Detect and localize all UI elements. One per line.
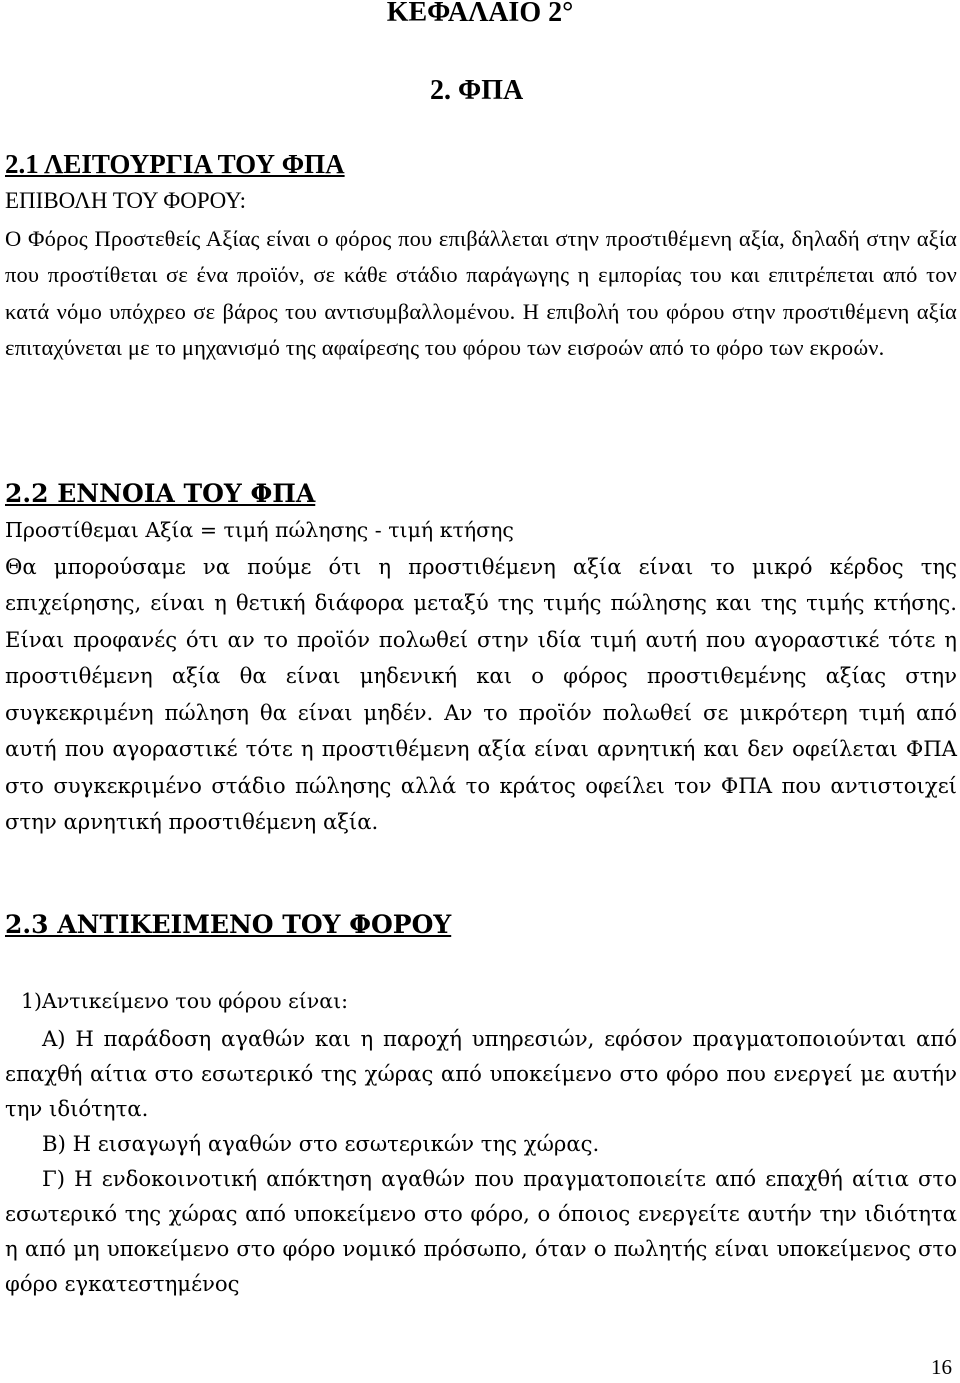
object-item-b: Β) Η εισαγωγή αγαθών στο εσωτερικών της χώρας. <box>42 1130 600 1156</box>
section-2-2-heading: 2.2 ΕΝΝΟΙΑ ΤΟΥ ΦΠΑ <box>5 479 316 508</box>
section-2-1-subheading: ΕΠΙΒΟΛΗ ΤΟΥ ΦΟΡΟΥ: <box>5 188 246 213</box>
section-2-1 <box>5 147 957 367</box>
section-2-2-paragraph: Θα μπορούσαμε να πούμε ότι η προστιθέμενη αξία είναι το μικρό κέρδος της επιχείρησης, είναι η θετική διάφορα μεταξύ της τιμής πώλησης και της τιμής κτήσης. Είναι προφανές ότι αν το προϊόν πολωθεί στην ιδία τιμή αυτή που αγοραστικέ τότε η προστιθέμενη αξία θα είναι μηδενική και ο φόρος προστιθεμένης αξίας στην συγκεκριμένη πώληση θα είναι μηδέν. Αν το προϊόν πολωθεί σε μικρότερη τιμή από αυτή που αγοραστικέ τότε η προστιθέμενη αξία είναι αρνητική και δεν οφείλεται ΦΠΑ στο συγκεκριμένο στάδιο πώλησης αλλά το κράτος οφείλει τον ΦΠΑ που αντιστοιχεί στην αρνητική προστιθέμενη αξία. <box>5 553 957 835</box>
object-intro: 1)Αντικείμενο του φόρου είναι: <box>21 989 349 1013</box>
section-title: 2. ΦΠΑ <box>430 75 524 106</box>
page-number: 16 <box>931 1355 952 1379</box>
object-item-c: Γ) Η ενδοκοινοτική απόκτηση αγαθών που πραγματοποιείτε από επαχθή αίτια στο εσωτερικό της χώρας από υποκείμενο στο φόρο, ο όποιος ενεργείτε αυτήν την ιδιότητα η από μη υποκείμενο στο φόρο νομικό πρόσωπο, όταν ο πωλητής είναι υποκείμενος στο φόρο εγκατεστημένος <box>5 1165 957 1296</box>
chapter-title: ΚΕΦΑΛΑΙΟ 2° <box>386 0 574 28</box>
value-added-formula: Προστίθεμαι Αξία = τιμή πώλησης - τιμή κτήσης <box>5 518 514 542</box>
section-2-2 <box>5 477 957 841</box>
section-2-1-heading: 2.1 ΛΕΙΤΟΥΡΓΙΑ ΤΟΥ ΦΠΑ <box>5 149 345 179</box>
section-2-3-heading: 2.3 ΑΝΤΙΚΕΙΜΕΝΟ ΤΟΥ ΦΟΡΟΥ <box>5 910 452 939</box>
section-2-1-paragraph: Ο Φόρος Προστεθείς Αξίας είναι ο φόρος που επιβάλλεται στην προστιθέμενη αξία, δηλαδή στην αξία που προστίθεται σε ένα προϊόν, σε κάθε στάδιο παράγωγης η εμπορίας του και επιτρέπεται από τον κατά νόμο υπόχρεο σε βάρος του αντισυμβαλλομένου. Η επιβολή του φόρου στην προστιθέμενη αξία επιταχύνεται με το μηχανισμό της αφαίρεσης του φόρου των εισροών από το φόρο των εκροών. <box>5 225 957 361</box>
object-item-a: Α) Η παράδοση αγαθών και η παροχή υπηρεσιών, εφόσον πραγματοποιούνται από επαχθή αίτια στο εσωτερικό της χώρας από υποκείμενο στο φόρο που ενεργεί με αυτήν την ιδιότητα. <box>5 1025 957 1121</box>
section-2-3 <box>5 908 957 1301</box>
